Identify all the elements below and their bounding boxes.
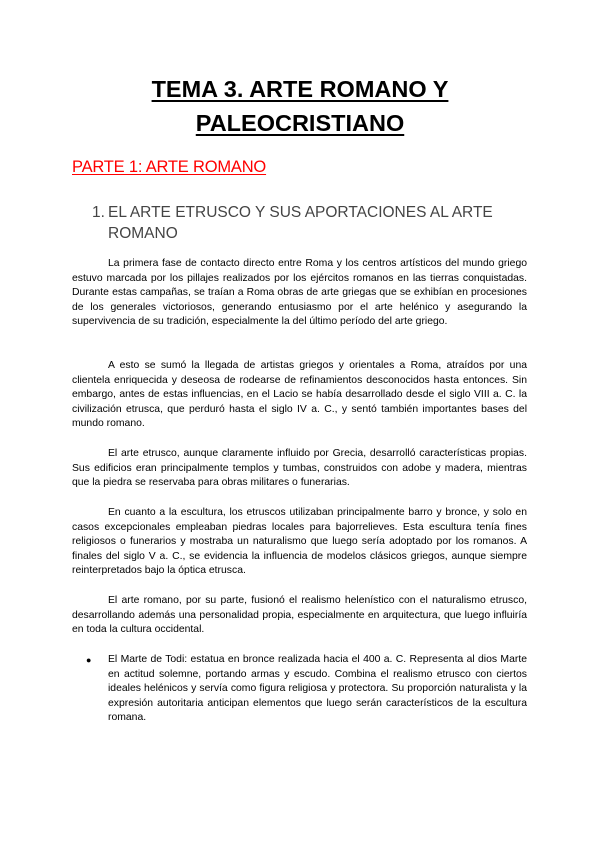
paragraph: En cuanto a la escultura, los etruscos utilizaban principalmente barro y bronce, y solo en casos excepcionales empleaban piedras locales para bajorrelieves. Esta escultura tenía fines religiosos o funerarios y mostraba un naturalismo que luego sería adoptado por los romanos. A finales del siglo V a. C., se evidencia la influencia de modelos clásicos griegos, aunque siempre reinterpretados bajo la óptica etrusca. xyxy=(72,507,527,577)
document-title: TEMA 3. ARTE ROMANO Y PALEOCRISTIANO xyxy=(151,76,449,136)
paragraph: A esto se sumó la llegada de artistas griegos y orientales a Roma, atraídos por una clientela enriquecida y deseosa de rodearse de refinamientos desconocidos hasta entonces. Sin embargo, antes de estas influencias, en el Lacio se había desarrollado desde el siglo VIII a. C. la civilización etrusca, que perduró hasta el siglo IV a. C., y sentó también importantes bases del mundo romano. xyxy=(72,360,527,430)
list-item xyxy=(86,653,527,726)
section-number: 1. xyxy=(92,204,105,221)
paragraph: El arte etrusco, aunque claramente influido por Grecia, desarrolló características propias. Sus edificios eran principalmente templos y tumbas, construidos con adobe y madera, mientras que la piedra se reservaba para obras militares o funerarias. xyxy=(72,448,527,489)
bullet-list xyxy=(86,653,527,726)
paragraph: El arte romano, por su parte, fusionó el realismo helenístico con el naturalismo etrusco, desarrollando además una personalidad propia, especialmente en arquitectura, que luego influiría en toda la cultura occidental. xyxy=(72,595,527,636)
section-title: EL ARTE ETRUSCO Y SUS APORTACIONES AL ARTE ROMANO xyxy=(108,204,493,242)
section-heading xyxy=(92,202,512,244)
list-item-text: El Marte de Todi: estatua en bronce realizada hacia el 400 a. C. Representa al dios Marte en actitud solemne, portando armas y escudo. Combina el realismo etrusco con ciertos ideales helénicos y servía como figura religiosa y protectora. Su proporción naturalista y la expresión autoritaria anticipan elementos que luego serán característicos de la escultura romana. xyxy=(108,654,527,724)
bullet-icon: ● xyxy=(86,655,92,665)
part-heading: PARTE 1: ARTE ROMANO xyxy=(72,158,267,176)
paragraph: La primera fase de contacto directo entre Roma y los centros artísticos del mundo griego estuvo marcada por los pillajes realizados por los ejércitos romanos en las tierras conquistadas. Durante estas campañas, se traían a Roma obras de arte griegas que se exhibían en procesiones de los generales victoriosos, generando entusiasmo por el arte helénico y asegurando la supervivencia de su tradición, especialmente la del último período del arte griego. xyxy=(72,258,527,328)
